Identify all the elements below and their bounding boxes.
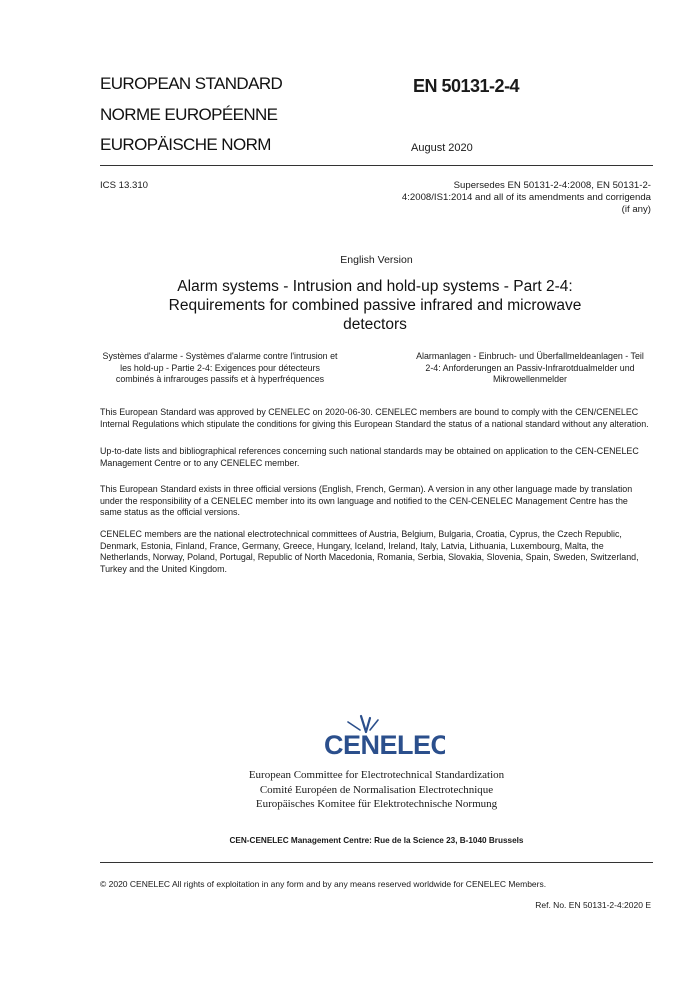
german-title-line: 2-4: Anforderungen an Passiv-Infrarotdualmelder und <box>425 362 635 373</box>
reference-number: Ref. No. EN 50131-2-4:2020 E <box>535 900 651 910</box>
logo-wordmark: CENELEC <box>324 730 445 760</box>
committee-name-en: European Committee for Electrotechnical Standardization <box>248 769 505 781</box>
standard-type-fr: NORME EUROPÉENNE <box>100 105 278 124</box>
references-paragraph <box>100 446 655 469</box>
title-line: Alarm systems - Intrusion and hold-up systems - Part 2-4: <box>177 278 573 295</box>
members-paragraph <box>100 529 655 575</box>
committee-name-fr: Comité Européen de Normalisation Electrotechnique <box>259 783 494 796</box>
paragraph-line: under the responsibility of a CENELEC member into its own language and notified to the CEN-CENELEC Management Centre has the <box>100 495 628 506</box>
paragraph-line: Turkey and the United Kingdom. <box>100 563 227 574</box>
footer-rule <box>100 862 653 863</box>
cenelec-logo-icon <box>320 708 445 764</box>
french-title-line: les hold-up - Partie 2-4: Exigences pour détecteurs <box>120 362 320 373</box>
version-label: English Version <box>340 254 413 266</box>
versions-paragraph <box>100 484 655 519</box>
supersedes-line: (if any) <box>621 204 651 215</box>
german-title-line: Alarmanlagen - Einbruch- und Überfallmeldeanlagen - Teil <box>416 351 644 361</box>
approval-paragraph <box>100 407 655 430</box>
supersedes-line: 4:2008/IS1:2014 and all of its amendments and corrigenda <box>401 192 651 203</box>
committee-names <box>100 768 653 812</box>
paragraph-line: CENELEC members are the national electrotechnical committees of Austria, Belgium, Bulgaria, Croatia, Cyprus, the Czech Republic, <box>100 529 622 539</box>
supersedes-line: Supersedes EN 50131-2-4:2008, EN 50131-2- <box>453 180 651 191</box>
title-line: detectors <box>343 316 407 333</box>
standard-type-de: EUROPÄISCHE NORM <box>100 135 271 154</box>
publication-date: August 2020 <box>411 142 473 154</box>
standard-type-en: EUROPEAN STANDARD <box>100 74 283 93</box>
german-title-line: Mikrowellenmelder <box>493 374 567 384</box>
management-centre-address: CEN-CENELEC Management Centre: Rue de la Science 23, B-1040 Brussels <box>229 836 524 845</box>
title-line: Requirements for combined passive infrared and microwave <box>168 297 582 314</box>
french-title-line: combinés à infrarouges passifs et à hyperfréquences <box>115 374 325 384</box>
ics-code: ICS 13.310 <box>100 180 149 191</box>
paragraph-line: This European Standard exists in three official versions (English, French, German). A version in any other language made by translation <box>100 484 633 494</box>
supersedes-note <box>340 180 651 216</box>
committee-name-de: Europäisches Komitee für Elektrotechnische Normung <box>255 798 498 810</box>
french-title-line: Systèmes d'alarme - Systèmes d'alarme contre l'intrusion et <box>102 351 338 361</box>
copyright-notice: © 2020 CENELEC All rights of exploitation in any form and by any means reserved worldwide for CENELEC Members. <box>100 879 547 889</box>
paragraph-line: Denmark, Estonia, Finland, France, Germany, Greece, Hungary, Iceland, Ireland, Italy, Latvia, Lithuania, Luxembourg, Malta, the <box>100 540 604 551</box>
paragraph-line: same status as the official versions. <box>100 507 240 517</box>
paragraph-line: This European Standard was approved by CENELEC on 2020-06-30. CENELEC members are bound to comply with the CEN/CENELEC <box>100 407 639 417</box>
standard-number: EN 50131-2-4 <box>413 76 520 96</box>
paragraph-line: Management Centre or to any CENELEC member. <box>100 457 300 468</box>
cenelec-logo <box>320 708 445 764</box>
document-title <box>100 277 650 334</box>
header-rule <box>100 165 653 166</box>
french-title <box>85 351 355 386</box>
german-title <box>395 351 665 386</box>
paragraph-line: Internal Regulations which stipulate the conditions for giving this European Standard the status of a national standard without any alteration. <box>100 418 649 429</box>
paragraph-line: Netherlands, Norway, Poland, Portugal, Republic of North Macedonia, Romania, Serbia, Slovakia, Slovenia, Spain, Sweden, Switzerland, <box>100 552 639 562</box>
paragraph-line: Up-to-date lists and bibliographical references concerning such national standards may be obtained on application to the CEN-CENELEC <box>100 446 639 456</box>
